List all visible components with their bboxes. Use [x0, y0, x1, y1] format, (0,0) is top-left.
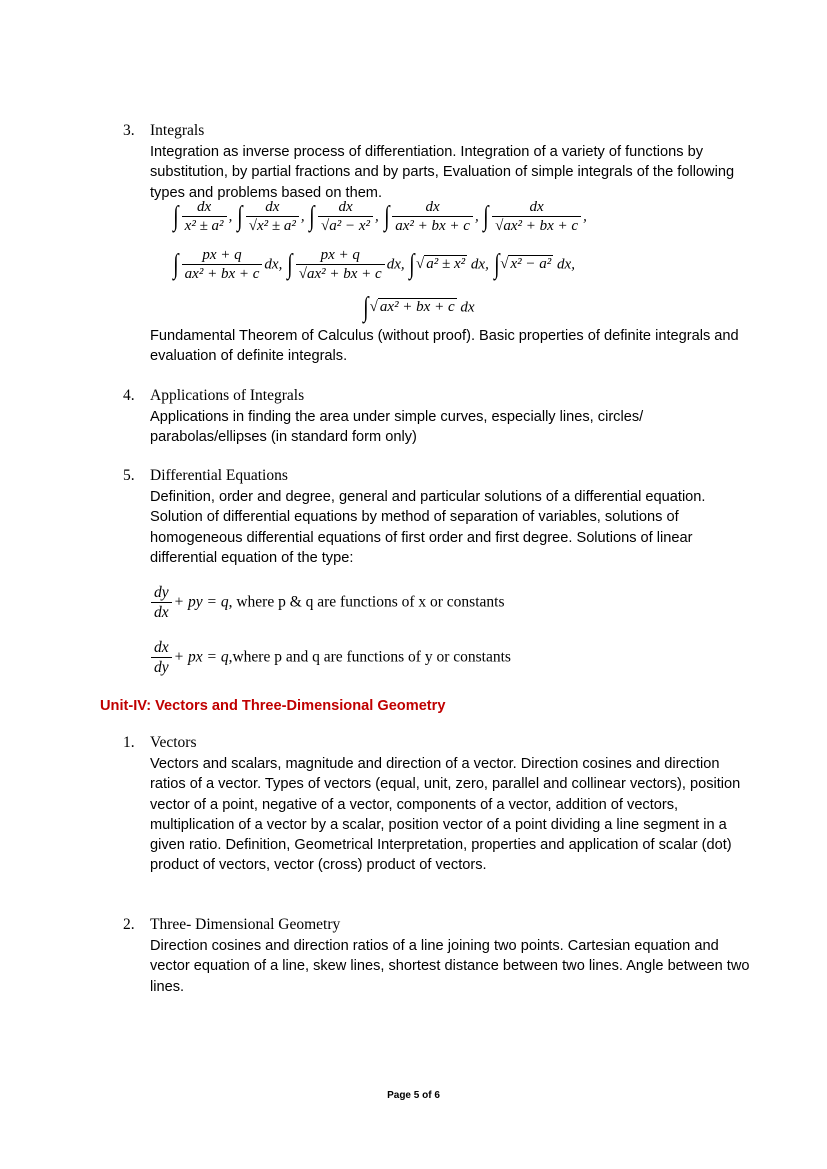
integral-sign: ∫ — [237, 201, 243, 232]
integral-sign: ∫ — [493, 249, 500, 280]
section-heading: Three- Dimensional Geometry — [150, 916, 341, 933]
integral-sign: ∫ — [287, 249, 293, 280]
integral-sign: ∫ — [383, 201, 390, 232]
differential-equation-2: $\frac{dx}{dy}$ + px = q,where p and q are functions of y or constants — [149, 639, 511, 677]
formula-fraction: $\frac{dx}{\text{√a² − x²}}$ — [318, 198, 373, 236]
formula-row-1: ∫ $\frac{dx}{\text{x² ± a²}}$ , ∫ $\frac{dx}{\text{√x² ± a²}}$ , ∫ $\frac{dx}{\text{√a² − x²}}$ , ∫ $\frac{dx}{\text{ax² + bx + c}}$ , ∫ $\frac{dx}{\text{√ax² + bx + c}}$ , — [173, 199, 587, 234]
list-number: 5. — [123, 467, 135, 484]
formula-fraction: $\frac{dx}{\text{x² ± a²}}$ — [182, 198, 227, 236]
list-number: 3. — [123, 122, 135, 139]
formula-radical: √ ax² + bx + c — [369, 299, 455, 316]
section-heading: Vectors — [150, 734, 197, 751]
list-number: 4. — [123, 387, 135, 404]
formula-radical: √ a² ± x² — [416, 256, 466, 273]
section-heading: Integrals — [150, 122, 205, 139]
section-text: Fundamental Theorem of Calculus (without proof). Basic properties of definite integrals and evaluation of definite integrals. — [150, 328, 739, 365]
unit-title: Unit-IV: Vectors and Three-Dimensional Geometry — [100, 698, 446, 714]
differential-equation-1: $\frac{dy}{dx}$ + py = q, where p & q are functions of x or constants — [149, 584, 505, 622]
formula-fraction: $\frac{dx}{\text{ax² + bx + c}}$ — [392, 198, 473, 236]
section-text: Integration as inverse process of differentiation. Integration of a variety of functions by substitution, by partial fractions and by parts, Evaluation of simple integrals of the following types and problems based on them. — [150, 144, 735, 201]
integral-sign: ∫ — [173, 201, 179, 232]
formula-fraction: $\frac{px + q}{\text{√ax² + bx + c}}$ — [296, 246, 385, 284]
section-text: Applications in finding the area under simple curves, especially lines, circles/ parabolas/ellipses (in standard form only) — [150, 409, 644, 446]
integral-sign: ∫ — [173, 249, 179, 280]
formula-row-3: ∫√ ax² + bx + c dx — [363, 292, 475, 323]
formula-row-2: ∫ $\frac{px + q}{\text{ax² + bx + c}}$ dx, ∫ $\frac{px + q}{\text{√ax² + bx + c}}$ dx, ∫√ a² ± x² dx, ∫√ x² − a² dx, — [173, 247, 575, 282]
integral-sign: ∫ — [309, 201, 315, 232]
integral-sign: ∫ — [363, 292, 369, 323]
page-footer: Page 5 of 6 — [387, 1090, 440, 1101]
formula-fraction: $\frac{dx}{\text{√x² ± a²}}$ — [246, 198, 299, 236]
formula-radical: √ x² − a² — [500, 256, 552, 273]
section-text: Definition, order and degree, general and particular solutions of a differential equation. Solution of differential equations by method of separation of variables, solutions of homogeneous differential equations of first order and first degree. Solutions of linear differential equation of the type: — [150, 489, 706, 566]
list-number: 2. — [123, 916, 135, 933]
section-text: Direction cosines and direction ratios of a line joining two points. Cartesian equation and vector equation of a line, skew lines, shortest distance between two lines. Angle between two lines. — [150, 938, 750, 995]
formula-fraction: $\frac{dx}{\text{√ax² + bx + c}}$ — [492, 198, 581, 236]
integral-sign: ∫ — [409, 249, 415, 280]
section-text: Vectors and scalars, magnitude and direction of a vector. Direction cosines and direction ratios of a vector. Types of vectors (equal, unit, zero, parallel and collinear vectors), position vector of a point, negative of a vector, components of a vector, addition of vectors, multiplication of a vector by a scalar, position vector of a point dividing a line segment in a given ratio. Definition, Geometrical Interpretation, properties and application of scalar (dot) product of vectors, vector (cross) product of vectors. — [150, 756, 741, 874]
section-heading: Differential Equations — [150, 467, 288, 484]
list-number: 1. — [123, 734, 135, 751]
section-heading: Applications of Integrals — [150, 387, 305, 404]
integral-sign: ∫ — [483, 201, 489, 232]
formula-fraction: $\frac{px + q}{\text{ax² + bx + c}}$ — [182, 246, 263, 284]
